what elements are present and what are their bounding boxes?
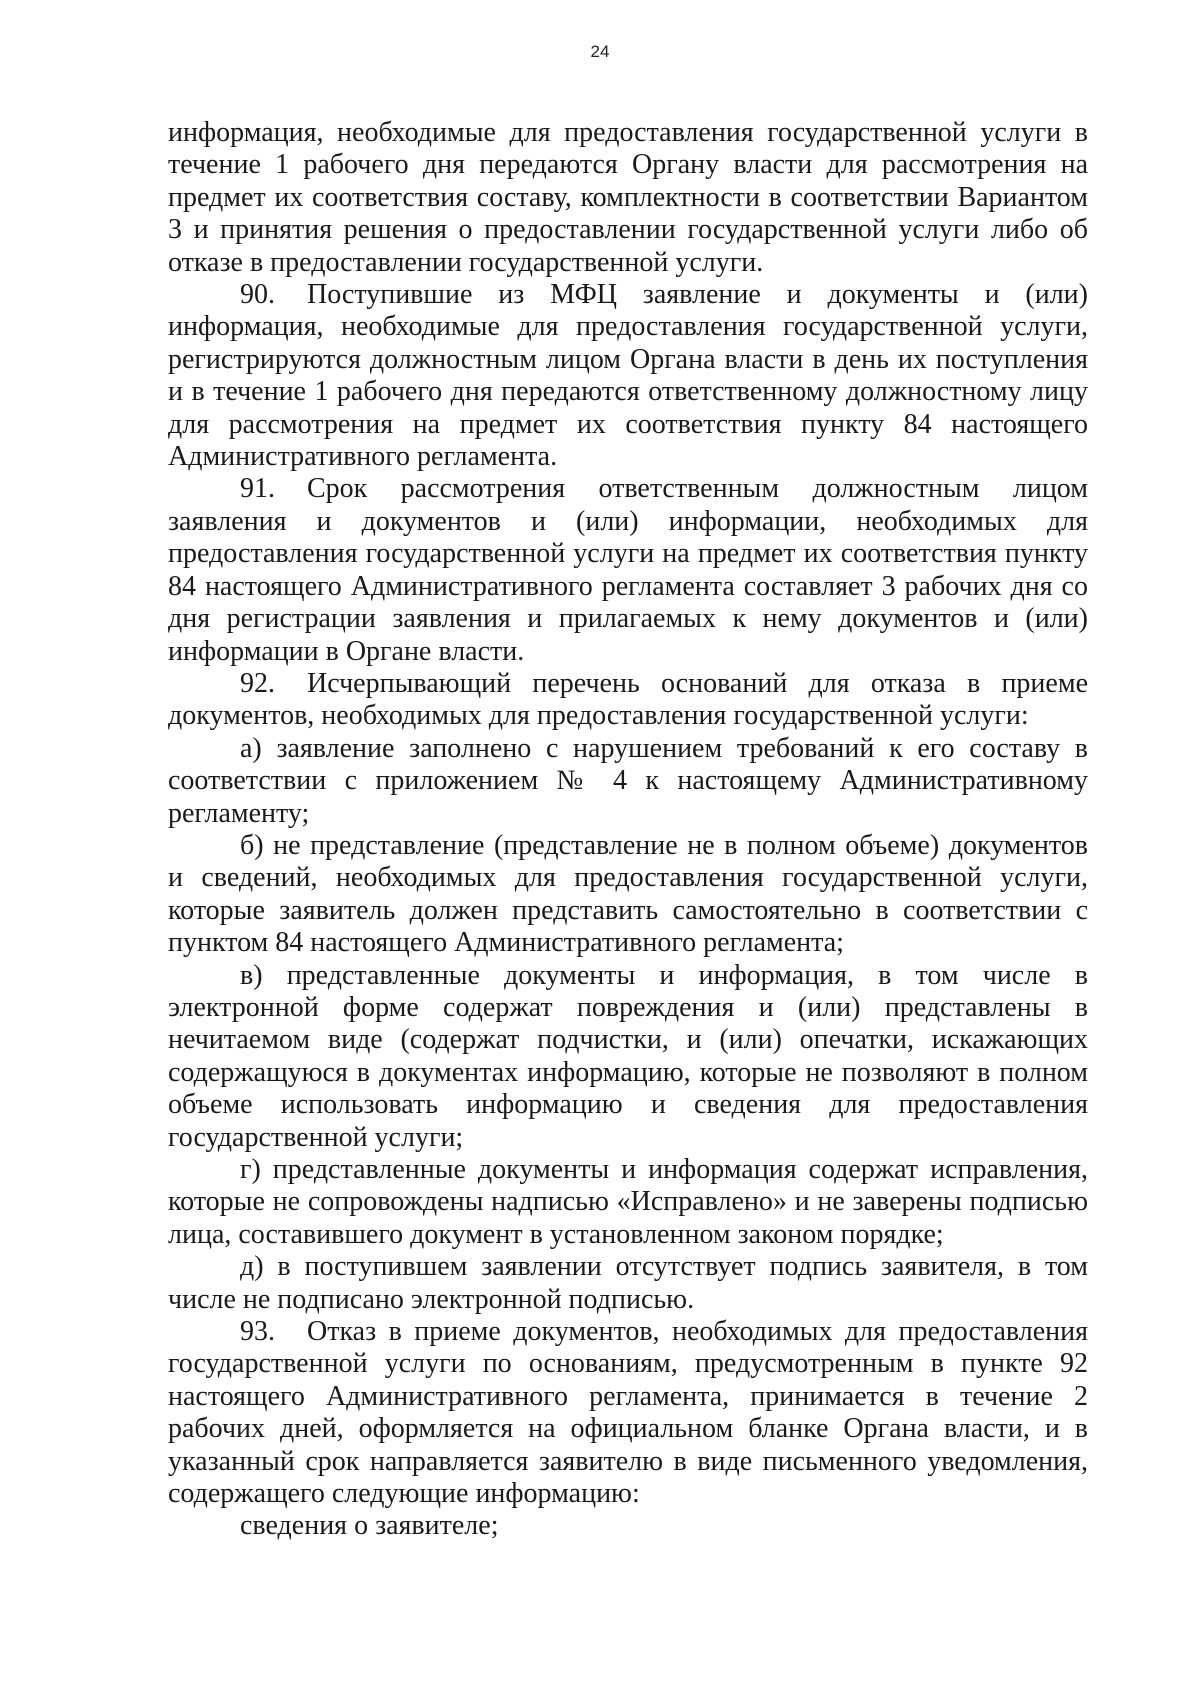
- paragraph-number: 92.: [240, 667, 275, 699]
- list-item-g: г) представленные документы и информация содержат исправления, которые не сопровождены надписью «Исправлено» и не заверены подписью лица, составившего документ в установленном законом порядке;: [168, 1154, 1088, 1250]
- paragraph-number: 91.: [240, 473, 275, 505]
- paragraph-91: 91. Срок рассмотрения ответственным должностным лицом заявления и документов и (или) информации, необходимых для предоставления государственной услуги на предмет их соответствия пункту 84 настоящего Административного регламента составляет 3 рабочих дня со дня регистрации заявления и прилагаемых к нему документов и (или) информации в Органе власти.: [168, 473, 1088, 667]
- paragraph-number: 93.: [240, 1316, 275, 1348]
- list-item-d: д) в поступившем заявлении отсутствует подпись заявителя, в том числе не подписано электронной подписью.: [168, 1251, 1088, 1315]
- list-item-a: а) заявление заполнено с нарушением требований к его составу в соответствии с приложением № 4 к настоящему Административному регламенту;: [168, 732, 1088, 829]
- paragraph-number: 90.: [240, 279, 275, 311]
- page-number: 24: [590, 42, 610, 61]
- list-item-b: б) не представление (представление не в полном объеме) документов и сведений, необходимых для предоставления государственной услуги, которые заявитель должен представить самостоятельно в соответствии с пунктом 84 настоящего Административного регламента;: [168, 829, 1088, 959]
- paragraph-92: 92. Исчерпывающий перечень оснований для отказа в приеме документов, необходимых для предоставления государственной услуги:: [168, 667, 1088, 732]
- paragraph-93: 93. Отказ в приеме документов, необходимых для предоставления государственной услуги по основаниям, предусмотренным в пункте 92 настоящего Административного регламента, принимается в течение 2 рабочих дней, оформляется на официальном бланке Органа власти, и в указанный срок направляется заявителю в виде письменного уведомления, содержащего следующие информацию:: [168, 1316, 1088, 1510]
- list-item-applicant-info: сведения о заявителе;: [240, 1510, 499, 1542]
- document-body: [168, 117, 1088, 1543]
- paragraph-continuation: информация, необходимые для предоставления государственной услуги в течение 1 рабочего дня передаются Органу власти для рассмотрения на предмет их соответствия составу, комплектности в соответствии Вариантом 3 и принятия решения о предоставлении государственной услуги либо об отказе в предоставлении государственной услуги.: [168, 117, 1088, 278]
- paragraph-90: 90. Поступившие из МФЦ заявление и документы и (или) информация, необходимые для предоставления государственной услуги, регистрируются должностным лицом Органа власти в день их поступления и в течение 1 рабочего дня передаются ответственному должностному лицу для рассмотрения на предмет их соответствия пункту 84 настоящего Административного регламента.: [168, 279, 1088, 473]
- list-item-v: в) представленные документы и информация, в том числе в электронной форме содержат повреждения и (или) представлены в нечитаемом виде (содержат подчистки, и (или) опечатки, искажающих содержащуюся в документах информацию, которые не позволяют в полном объеме использовать информацию и сведения для предоставления государственной услуги;: [168, 959, 1088, 1153]
